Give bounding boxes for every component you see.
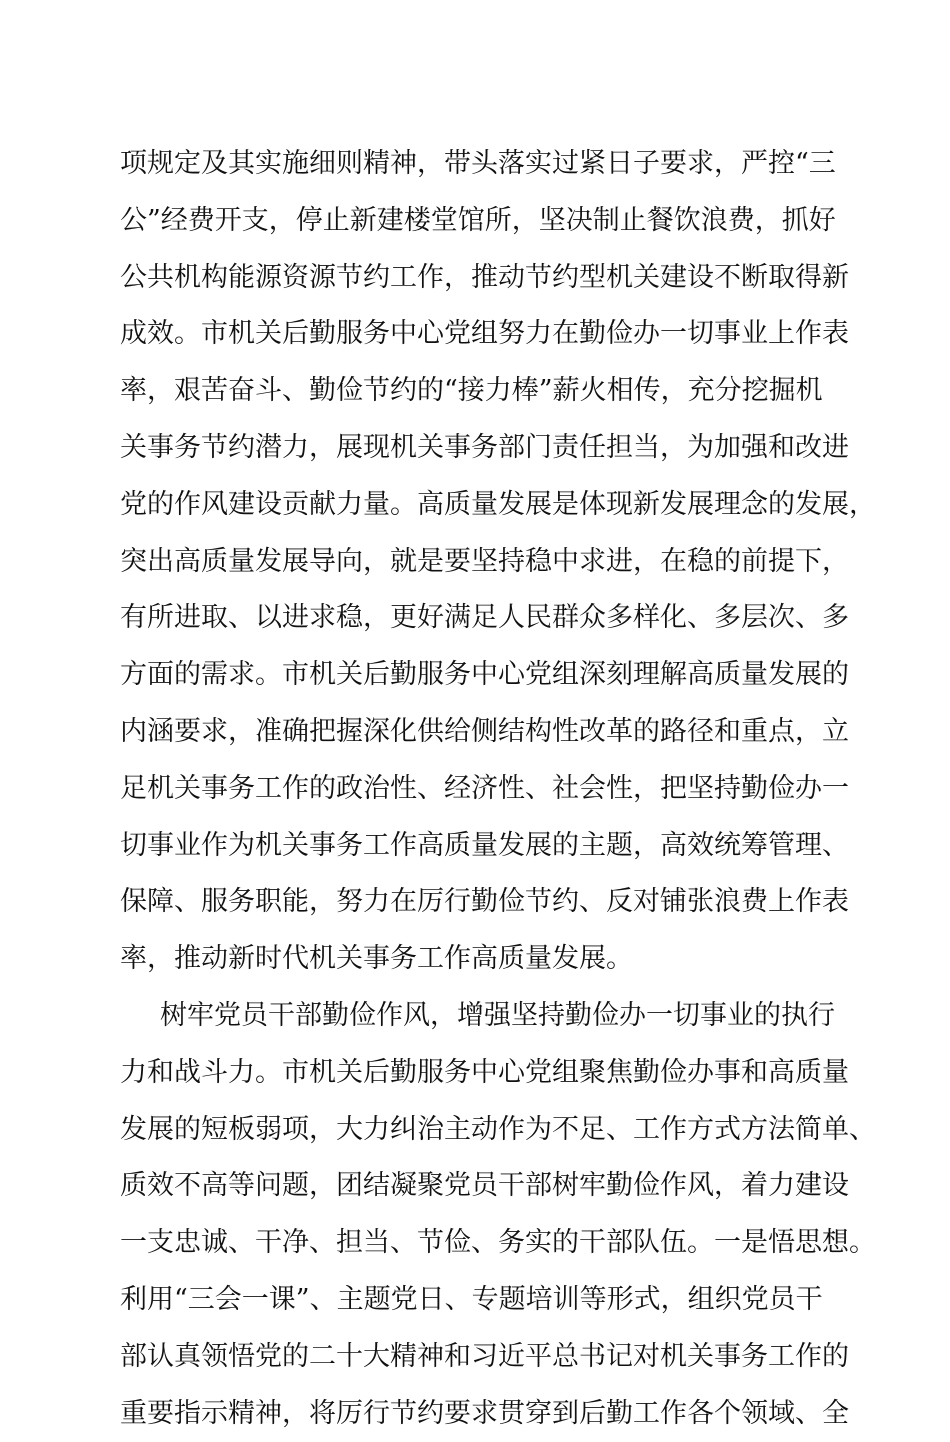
text-line: 一支忠诚、干净、担当、节俭、务实的干部队伍。一是悟思想。 [120,1227,876,1259]
paragraph-1 [120,136,876,988]
text-line: 方面的需求。市机关后勤服务中心党组深刻理解高质量发展的 [120,659,849,691]
text-line: 内涵要求，准确把握深化供给侧结构性改革的路径和重点，立 [120,715,849,747]
text-line: 有所进取、以进求稳，更好满足人民群众多样化、多层次、多 [120,602,849,634]
text-line: 力和战斗力。市机关后勤服务中心党组聚焦勤俭办事和高质量 [120,1056,849,1088]
text-line: 突出高质量发展导向，就是要坚持稳中求进，在稳的前提下， [120,545,849,577]
text-line-indented: 树牢党员干部勤俭作风，增强坚持勤俭办一切事业的执行 [160,999,835,1031]
text-line: 党的作风建设贡献力量。高质量发展是体现新发展理念的发展， [120,488,876,520]
text-line: 切事业作为机关事务工作高质量发展的主题，高效统筹管理、 [120,829,849,861]
text-line: 重要指示精神，将厉行节约要求贯穿到后勤工作各个领域、全 [120,1397,849,1429]
text-line: 成效。市机关后勤服务中心党组努力在勤俭办一切事业上作表 [120,318,849,350]
text-line: 发展的短板弱项，大力纠治主动作为不足、工作方式方法简单、 [120,1113,876,1145]
text-line: 利用“三会一课”、主题党日、专题培训等形式，组织党员干 [120,1283,823,1315]
text-line: 质效不高等问题，团结凝聚党员干部树牢勤俭作风，着力建设 [120,1170,849,1202]
text-line: 公”经费开支，停止新建楼堂馆所，坚决制止餐饮浪费，抓好 [120,204,836,236]
document-body [120,136,876,1442]
text-line: 率，艰苦奋斗、勤俭节约的“接力棒”薪火相传，充分挖掘机 [120,375,823,407]
text-line: 关事务节约潜力，展现机关事务部门责任担当，为加强和改进 [120,431,849,463]
text-line: 保障、服务职能，努力在厉行勤俭节约、反对铺张浪费上作表 [120,886,849,918]
paragraph-2 [120,988,876,1442]
text-line: 足机关事务工作的政治性、经济性、社会性，把坚持勤俭办一 [120,772,849,804]
text-line: 部认真领悟党的二十大精神和习近平总书记对机关事务工作的 [120,1340,849,1372]
text-line: 公共机构能源资源节约工作，推动节约型机关建设不断取得新 [120,261,849,293]
text-line: 项规定及其实施细则精神，带头落实过紧日子要求，严控“三 [120,148,836,179]
text-line: 率，推动新时代机关事务工作高质量发展。 [120,943,633,975]
